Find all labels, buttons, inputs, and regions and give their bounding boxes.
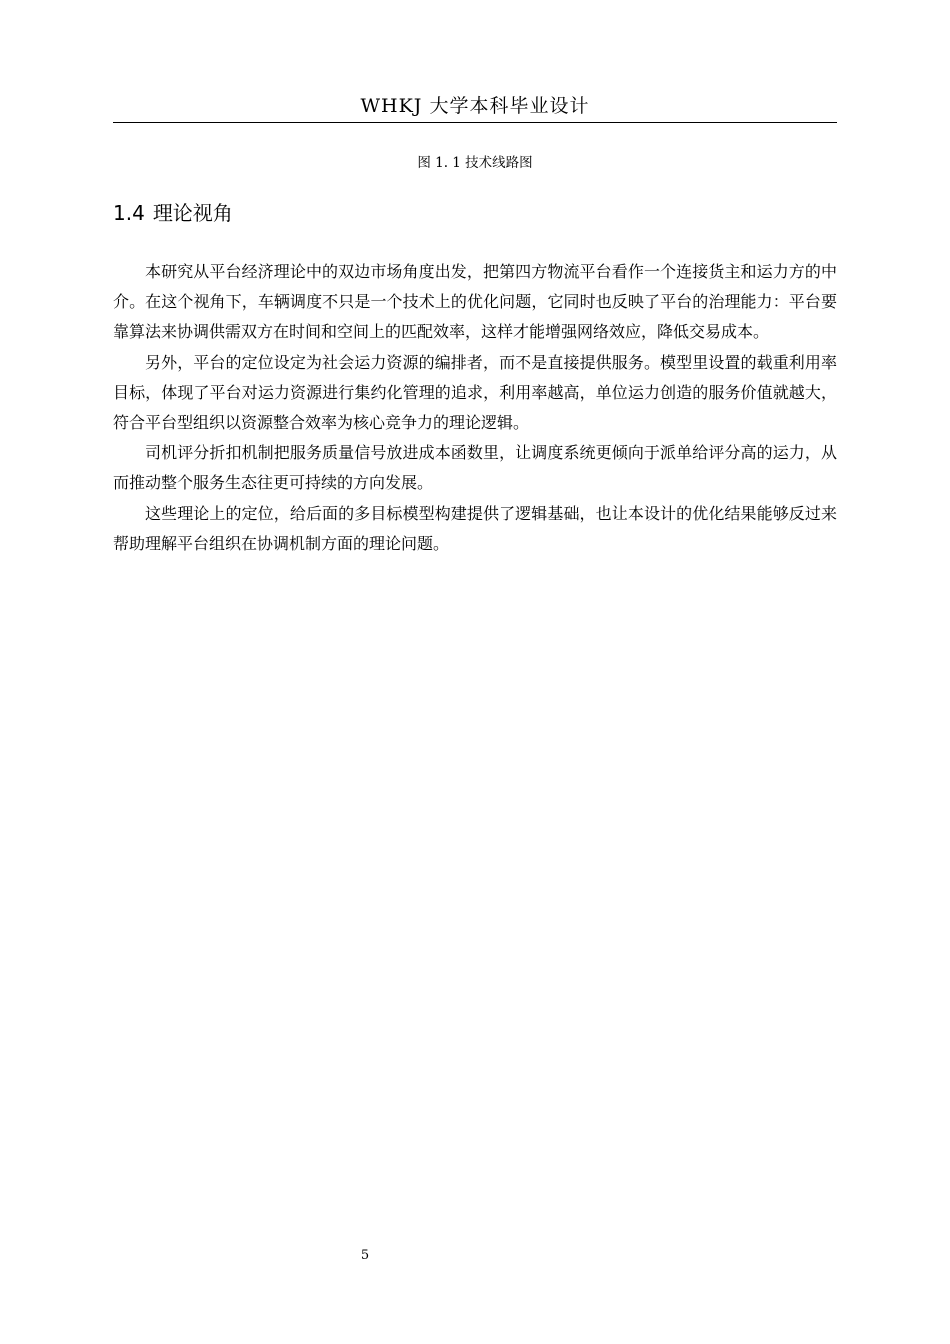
paragraph-4: 这些理论上的定位，给后面的多目标模型构建提供了逻辑基础，也让本设计的优化结果能够反过来帮助理解平台组织在协调机制方面的理论问题。 <box>113 503 837 553</box>
page-header <box>113 94 837 122</box>
section-number: 1.4 <box>113 201 145 225</box>
header-title: WHKJ 大学本科毕业设计 <box>360 95 590 117</box>
section-title: 理论视角 <box>152 201 233 225</box>
section-heading <box>113 199 233 227</box>
paragraph-1: 本研究从平台经济理论中的双边市场角度出发，把第四方物流平台看作一个连接货主和运力方的中介。在这个视角下，车辆调度不只是一个技术上的优化问题，它同时也反映了平台的治理能力：平台要靠算法来协调供需双方在时间和空间上的匹配效率，这样才能增强网络效应，降低交易成本。 <box>113 262 837 342</box>
header-rule <box>113 122 837 123</box>
paragraph-2: 另外，平台的定位设定为社会运力资源的编排者，而不是直接提供服务。模型里设置的载重利用率目标，体现了平台对运力资源进行集约化管理的追求，利用率越高，单位运力创造的服务价值就越大，符合平台型组织以资源整合效率为核心竞争力的理论逻辑。 <box>113 352 837 433</box>
figure-caption: 图 1. 1 技术线路图 <box>417 155 533 171</box>
page-number: 5 <box>360 1248 370 1263</box>
paragraph-3: 司机评分折扣机制把服务质量信号放进成本函数里，让调度系统更倾向于派单给评分高的运力，从而推动整个服务生态往更可持续的方向发展。 <box>113 443 837 493</box>
body-text <box>113 257 837 559</box>
